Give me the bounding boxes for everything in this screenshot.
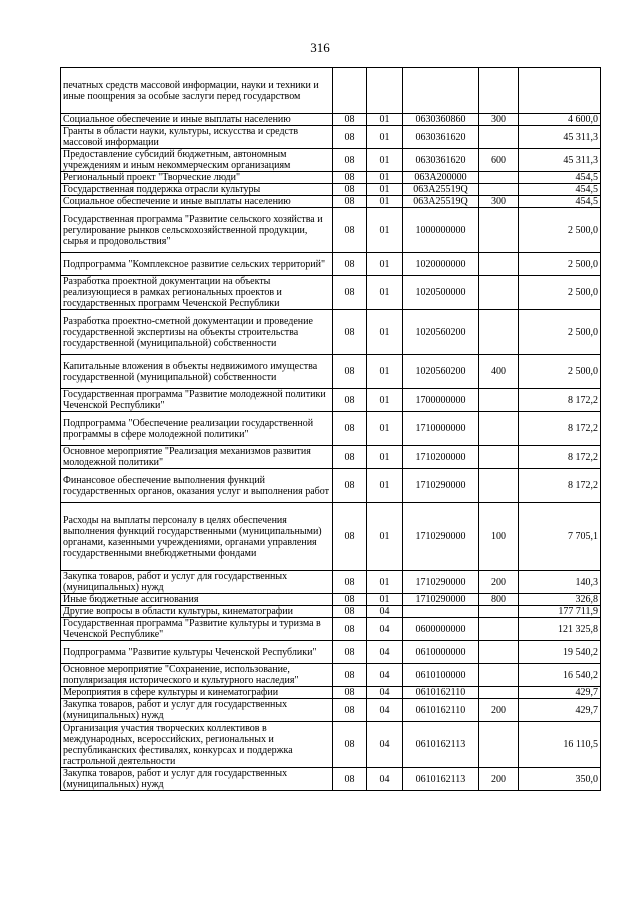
row-expense-type: 600 — [479, 149, 519, 172]
row-expense-type: 200 — [479, 571, 519, 594]
row-target-article: 1710000000 — [403, 412, 479, 446]
row-section: 08 — [333, 184, 367, 196]
row-target-article: 0610162113 — [403, 722, 479, 768]
row-name: Разработка проектной документации на объекты реализующиеся в рамках региональных проектов и государственных программ Чеченской Республики — [61, 276, 333, 310]
row-amount: 16 110,5 — [519, 722, 601, 768]
row-expense-type — [479, 641, 519, 664]
row-name: Государственная программа "Развитие сельского хозяйства и регулирование рынков сельскохозяйственной продукции, сырья и продовольствия" — [61, 208, 333, 253]
table-row — [61, 699, 601, 722]
row-name: Подпрограмма "Обеспечение реализации государственной программы в сфере молодежной политики" — [61, 412, 333, 446]
row-expense-type — [479, 606, 519, 618]
table-row — [61, 641, 601, 664]
table-row — [61, 208, 601, 253]
row-expense-type: 400 — [479, 355, 519, 389]
row-amount: 177 711,9 — [519, 606, 601, 618]
row-expense-type — [479, 664, 519, 687]
row-expense-type: 300 — [479, 196, 519, 208]
row-name: Государственная поддержка отрасли культуры — [61, 184, 333, 196]
table-row — [61, 149, 601, 172]
row-amount: 4 600,0 — [519, 114, 601, 126]
row-amount: 350,0 — [519, 768, 601, 791]
row-target-article: 1020560200 — [403, 355, 479, 389]
row-name: печатных средств массовой информации, науки и техники и иные поощрения за особые заслуги перед государством — [61, 68, 333, 114]
table-row — [61, 389, 601, 412]
row-amount: 19 540,2 — [519, 641, 601, 664]
row-name: Социальное обеспечение и иные выплаты населению — [61, 114, 333, 126]
row-subsection: 04 — [367, 699, 403, 722]
table-row — [61, 606, 601, 618]
row-subsection: 01 — [367, 594, 403, 606]
table-row — [61, 722, 601, 768]
row-name: Иные бюджетные ассигнования — [61, 594, 333, 606]
row-name: Другие вопросы в области культуры, кинематографии — [61, 606, 333, 618]
row-target-article: 0610000000 — [403, 641, 479, 664]
row-target-article: 063A200000 — [403, 172, 479, 184]
row-amount: 454,5 — [519, 172, 601, 184]
table-row — [61, 571, 601, 594]
row-section: 08 — [333, 276, 367, 310]
row-section: 08 — [333, 310, 367, 355]
row-name: Капитальные вложения в объекты недвижимого имущества государственной (муниципальной) собственности — [61, 355, 333, 389]
row-name: Закупка товаров, работ и услуг для государственных (муниципальных) нужд — [61, 768, 333, 791]
row-amount: 429,7 — [519, 687, 601, 699]
row-subsection: 04 — [367, 606, 403, 618]
row-subsection: 01 — [367, 389, 403, 412]
row-target-article: 1710290000 — [403, 571, 479, 594]
row-subsection: 01 — [367, 196, 403, 208]
table-row — [61, 412, 601, 446]
row-target-article: 0610162110 — [403, 699, 479, 722]
row-expense-type — [479, 126, 519, 149]
row-name: Закупка товаров, работ и услуг для государственных (муниципальных) нужд — [61, 699, 333, 722]
row-section: 08 — [333, 196, 367, 208]
table-row — [61, 68, 601, 114]
row-section: 08 — [333, 722, 367, 768]
row-section: 08 — [333, 446, 367, 469]
row-amount: 121 325,8 — [519, 618, 601, 641]
row-expense-type — [479, 68, 519, 114]
row-subsection: 04 — [367, 687, 403, 699]
row-target-article: 0610100000 — [403, 664, 479, 687]
row-amount: 8 172,2 — [519, 389, 601, 412]
page-number: 316 — [310, 40, 330, 55]
row-name: Основное мероприятие "Реализация механизмов развития молодежной политики" — [61, 446, 333, 469]
row-expense-type: 100 — [479, 503, 519, 571]
row-subsection: 04 — [367, 768, 403, 791]
budget-table — [60, 67, 601, 791]
row-subsection: 01 — [367, 503, 403, 571]
table-row — [61, 276, 601, 310]
row-amount: 326,8 — [519, 594, 601, 606]
row-section: 08 — [333, 389, 367, 412]
row-target-article: 1700000000 — [403, 389, 479, 412]
row-name: Предоставление субсидий бюджетным, автономным учреждениям и иным некоммерческим организациям — [61, 149, 333, 172]
row-name: Гранты в области науки, культуры, искусства и средств массовой информации — [61, 126, 333, 149]
table-row — [61, 310, 601, 355]
row-amount: 8 172,2 — [519, 412, 601, 446]
row-section: 08 — [333, 412, 367, 446]
row-expense-type — [479, 253, 519, 276]
row-expense-type: 200 — [479, 699, 519, 722]
row-section: 08 — [333, 149, 367, 172]
table-row — [61, 594, 601, 606]
row-amount: 2 500,0 — [519, 276, 601, 310]
row-section: 08 — [333, 687, 367, 699]
row-expense-type — [479, 389, 519, 412]
row-subsection: 04 — [367, 618, 403, 641]
row-name: Мероприятия в сфере культуры и кинематографии — [61, 687, 333, 699]
row-subsection: 01 — [367, 412, 403, 446]
table-row — [61, 446, 601, 469]
row-name: Организация участия творческих коллективов в международных, всероссийских, региональных и республиканских фестивалях, конкурсах и поддержка гастрольной деятельности — [61, 722, 333, 768]
row-target-article: 1020000000 — [403, 253, 479, 276]
row-amount: 2 500,0 — [519, 310, 601, 355]
row-target-article — [403, 606, 479, 618]
row-expense-type — [479, 687, 519, 699]
row-section: 08 — [333, 503, 367, 571]
row-subsection: 01 — [367, 446, 403, 469]
row-amount: 429,7 — [519, 699, 601, 722]
row-name: Подпрограмма "Комплексное развитие сельских территорий" — [61, 253, 333, 276]
row-amount: 45 311,3 — [519, 149, 601, 172]
row-target-article: 0610162110 — [403, 687, 479, 699]
row-expense-type: 800 — [479, 594, 519, 606]
row-subsection: 01 — [367, 114, 403, 126]
row-section: 08 — [333, 208, 367, 253]
row-name: Расходы на выплаты персоналу в целях обеспечения выполнения функций государственными (муниципальными) органами, казенными учреждениями, органами управления государственными внебюджетными фондами — [61, 503, 333, 571]
row-target-article: 0630361620 — [403, 126, 479, 149]
row-expense-type — [479, 412, 519, 446]
row-expense-type — [479, 208, 519, 253]
row-expense-type — [479, 618, 519, 641]
row-subsection — [367, 68, 403, 114]
table-row — [61, 469, 601, 503]
row-amount: 2 500,0 — [519, 253, 601, 276]
row-name: Закупка товаров, работ и услуг для государственных (муниципальных) нужд — [61, 571, 333, 594]
row-expense-type — [479, 446, 519, 469]
row-expense-type — [479, 172, 519, 184]
row-target-article: 063A25519Q — [403, 196, 479, 208]
row-amount: 454,5 — [519, 196, 601, 208]
budget-table-body — [61, 68, 601, 791]
row-target-article: 0630360860 — [403, 114, 479, 126]
row-target-article: 063A25519Q — [403, 184, 479, 196]
row-name: Социальное обеспечение и иные выплаты населению — [61, 196, 333, 208]
row-subsection: 04 — [367, 641, 403, 664]
row-name: Разработка проектно-сметной документации и проведение государственной экспертизы на объекты строительства государственной (муниципальной) собственности — [61, 310, 333, 355]
row-section: 08 — [333, 469, 367, 503]
row-target-article: 1710290000 — [403, 594, 479, 606]
row-subsection: 01 — [367, 208, 403, 253]
row-target-article — [403, 68, 479, 114]
row-section: 08 — [333, 768, 367, 791]
row-section: 08 — [333, 114, 367, 126]
row-amount: 454,5 — [519, 184, 601, 196]
row-section: 08 — [333, 253, 367, 276]
row-section: 08 — [333, 594, 367, 606]
row-subsection: 01 — [367, 310, 403, 355]
table-row — [61, 172, 601, 184]
row-subsection: 04 — [367, 664, 403, 687]
row-section: 08 — [333, 641, 367, 664]
row-amount: 8 172,2 — [519, 446, 601, 469]
row-section: 08 — [333, 699, 367, 722]
table-row — [61, 768, 601, 791]
row-expense-type — [479, 722, 519, 768]
row-amount: 45 311,3 — [519, 126, 601, 149]
table-row — [61, 184, 601, 196]
row-amount: 2 500,0 — [519, 355, 601, 389]
table-row — [61, 618, 601, 641]
table-row — [61, 687, 601, 699]
row-subsection: 01 — [367, 571, 403, 594]
row-expense-type: 200 — [479, 768, 519, 791]
table-row — [61, 253, 601, 276]
row-subsection: 01 — [367, 172, 403, 184]
row-name: Региональный проект "Творческие люди" — [61, 172, 333, 184]
table-row — [61, 503, 601, 571]
row-amount: 8 172,2 — [519, 469, 601, 503]
row-amount: 2 500,0 — [519, 208, 601, 253]
row-subsection: 01 — [367, 149, 403, 172]
row-target-article: 0630361620 — [403, 149, 479, 172]
row-target-article: 1020560200 — [403, 310, 479, 355]
table-row — [61, 196, 601, 208]
row-name: Основное мероприятие "Сохранение, использование, популяризация исторического и культурного наследия" — [61, 664, 333, 687]
table-row — [61, 114, 601, 126]
row-target-article: 1020500000 — [403, 276, 479, 310]
table-row — [61, 664, 601, 687]
row-expense-type — [479, 276, 519, 310]
row-target-article: 1710290000 — [403, 469, 479, 503]
row-expense-type: 300 — [479, 114, 519, 126]
row-section: 08 — [333, 126, 367, 149]
row-name: Финансовое обеспечение выполнения функций государственных органов, оказания услуг и выполнения работ — [61, 469, 333, 503]
row-subsection: 04 — [367, 722, 403, 768]
row-name: Государственная программа "Развитие молодежной политики Чеченской Республики" — [61, 389, 333, 412]
row-section: 08 — [333, 618, 367, 641]
row-amount: 16 540,2 — [519, 664, 601, 687]
row-amount: 7 705,1 — [519, 503, 601, 571]
row-target-article: 1710290000 — [403, 503, 479, 571]
row-subsection: 01 — [367, 184, 403, 196]
row-target-article: 0610162113 — [403, 768, 479, 791]
table-row — [61, 126, 601, 149]
row-section: 08 — [333, 571, 367, 594]
row-section: 08 — [333, 355, 367, 389]
row-amount: 140,3 — [519, 571, 601, 594]
row-subsection: 01 — [367, 126, 403, 149]
table-row — [61, 355, 601, 389]
row-name: Подпрограмма "Развитие культуры Чеченской Республики" — [61, 641, 333, 664]
row-target-article: 0600000000 — [403, 618, 479, 641]
row-expense-type — [479, 310, 519, 355]
row-expense-type — [479, 184, 519, 196]
row-target-article: 1000000000 — [403, 208, 479, 253]
row-subsection: 01 — [367, 355, 403, 389]
row-expense-type — [479, 469, 519, 503]
row-subsection: 01 — [367, 469, 403, 503]
row-section: 08 — [333, 172, 367, 184]
row-subsection: 01 — [367, 253, 403, 276]
row-amount — [519, 68, 601, 114]
row-section: 08 — [333, 664, 367, 687]
row-subsection: 01 — [367, 276, 403, 310]
row-target-article: 1710200000 — [403, 446, 479, 469]
row-section: 08 — [333, 606, 367, 618]
row-name: Государственная программа "Развитие культуры и туризма в Чеченской Республике" — [61, 618, 333, 641]
row-section — [333, 68, 367, 114]
